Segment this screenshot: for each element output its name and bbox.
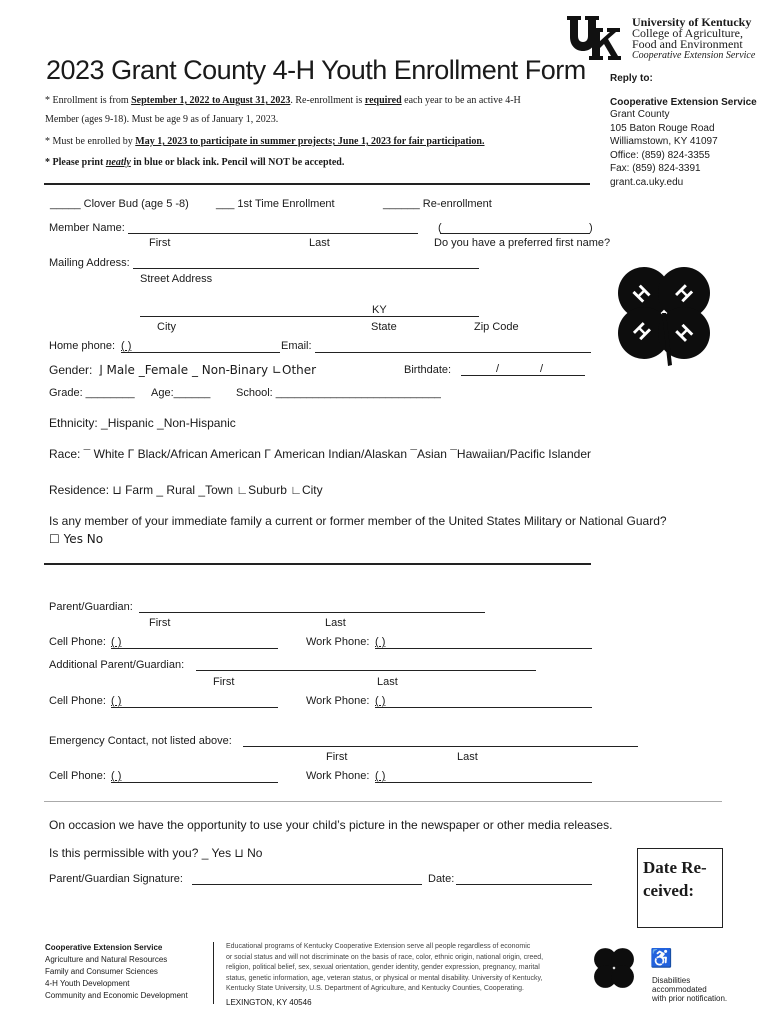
- zip-caption: Zip Code: [474, 321, 519, 333]
- footer-statement-line: Kentucky State University, U.S. Department of Agriculture, and Kentucky Counties, Cooperating.: [226, 985, 524, 992]
- footer-line: Agriculture and Natural Resources: [45, 955, 168, 964]
- member-first-caption: First: [149, 237, 171, 249]
- age-field[interactable]: Age:______: [151, 387, 211, 399]
- grade-field[interactable]: Grade: ________: [49, 387, 135, 399]
- four-h-clover-small: [588, 942, 640, 994]
- svg-text:H: H: [629, 281, 656, 308]
- additional-cell-field[interactable]: ( ): [111, 695, 122, 707]
- emergency-last-caption: Last: [457, 751, 478, 763]
- parent-cell-field[interactable]: ( ): [111, 636, 122, 648]
- email-label: Email:: [281, 340, 312, 352]
- footer-statement-line: status, genetic information, age, veteran status, or physical or mental disability. University of Kentucky,: [226, 974, 543, 982]
- disab-line: with prior notification.: [652, 994, 728, 1003]
- mailing-address-label: Mailing Address:: [49, 257, 130, 269]
- preferred-close-paren: ): [589, 222, 593, 234]
- city-caption: City: [157, 321, 176, 333]
- svg-text:H: H: [671, 320, 698, 347]
- footer-separator: [213, 942, 214, 1004]
- additional-cell-line[interactable]: [111, 707, 278, 708]
- member-name-label: Member Name:: [49, 222, 125, 234]
- clover-icon: [604, 253, 724, 373]
- state-caption: State: [371, 321, 397, 333]
- emergency-cell-line[interactable]: [111, 782, 278, 783]
- home-phone-line[interactable]: [121, 352, 280, 353]
- divider: [44, 183, 590, 185]
- footer-line: Community and Economic Development: [45, 991, 188, 1000]
- parent-first-caption: First: [149, 617, 171, 629]
- parent-work-label: Work Phone:: [306, 636, 370, 648]
- clover-bud-option[interactable]: _____ Clover Bud (age 5 -8): [50, 198, 189, 210]
- birthdate-slash-1: /: [496, 363, 500, 375]
- four-h-clover-logo: [604, 253, 724, 373]
- reply-line: Fax: (859) 824-3391: [610, 163, 701, 174]
- ethnicity-row[interactable]: Ethnicity: _Hispanic _Non-Hispanic: [49, 416, 236, 430]
- emergency-first-caption: First: [326, 751, 348, 763]
- preferred-name-caption: Do you have a preferred first name?: [434, 237, 611, 249]
- reply-line: Grant County: [610, 109, 670, 120]
- uk-name-line-1: University of Kentucky: [632, 15, 752, 29]
- emergency-cell-field[interactable]: ( ): [111, 770, 122, 782]
- emergency-name-line[interactable]: [243, 746, 638, 747]
- footer-programs: [45, 942, 188, 1002]
- reply-block: [610, 73, 757, 189]
- gender-label: Gender:: [49, 363, 93, 377]
- additional-work-line[interactable]: [375, 707, 592, 708]
- street-caption: Street Address: [140, 273, 213, 285]
- home-phone-field[interactable]: ( ): [121, 340, 132, 352]
- additional-first-caption: First: [213, 676, 235, 688]
- parent-work-line[interactable]: [375, 648, 592, 649]
- school-field[interactable]: School: ___________________________: [236, 387, 441, 399]
- home-phone-label: Home phone:: [49, 340, 116, 352]
- footer-line: Cooperative Extension Service: [45, 943, 163, 952]
- reply-org: Cooperative Extension Service: [610, 97, 757, 108]
- additional-parent-label: Additional Parent/Guardian:: [49, 659, 185, 671]
- additional-work-label: Work Phone:: [306, 695, 370, 707]
- uk-name-line-3: Food and Environment: [632, 37, 743, 51]
- military-options[interactable]: ☐ Yes No: [49, 532, 104, 546]
- media-permission[interactable]: Is this permissible with you? _ Yes ⊔ No: [49, 846, 263, 860]
- preferred-open-paren: (: [438, 222, 442, 234]
- sig-date-line[interactable]: [456, 884, 592, 885]
- additional-cell-label: Cell Phone:: [49, 695, 106, 707]
- additional-last-caption: Last: [377, 676, 398, 688]
- military-question: Is any member of your immediate family a current or former member of the United States Military or National Guard?: [49, 514, 667, 528]
- media-release-text: On occasion we have the opportunity to use your child’s picture in the newspaper or other media releases.: [49, 818, 613, 832]
- parent-label: Parent/Guardian:: [49, 601, 133, 613]
- parent-cell-line[interactable]: [111, 648, 278, 649]
- reenroll-option[interactable]: ______ Re-enrollment: [383, 198, 492, 210]
- birthdate-slash-2: /: [540, 363, 544, 375]
- additional-parent-line[interactable]: [196, 670, 536, 671]
- state-value: KY: [372, 304, 387, 316]
- divider: [44, 563, 591, 565]
- gender-options[interactable]: ⌋ Male _Female _ Non-Binary ∟Other: [98, 363, 317, 377]
- emergency-work-label: Work Phone:: [306, 770, 370, 782]
- member-last-caption: Last: [309, 237, 330, 249]
- note-enrollment-period: * Enrollment is from September 1, 2022 to August 31, 2023. Re-enrollment is required each year to be an active 4-H: [45, 95, 521, 106]
- svg-text:H: H: [628, 318, 655, 345]
- preferred-name-line[interactable]: [440, 233, 590, 234]
- emergency-work-line[interactable]: [375, 782, 592, 783]
- note-age: Member (ages 9-18). Must be age 9 as of January 1, 2023.: [45, 114, 279, 125]
- reply-line: Williamstown, KY 41097: [610, 136, 718, 147]
- race-row[interactable]: Race: ¯ White Γ Black/African American Γ American Indian/Alaskan ¯Asian ¯Hawaiian/Pacific Islander: [49, 447, 591, 461]
- parent-work-field[interactable]: ( ): [375, 636, 386, 648]
- parent-name-line[interactable]: [139, 612, 485, 613]
- birthdate-label: Birthdate:: [404, 364, 452, 376]
- first-time-option[interactable]: ___ 1st Time Enrollment: [216, 198, 335, 210]
- birthdate-line[interactable]: [461, 375, 585, 376]
- footer-statement: [226, 942, 543, 1008]
- member-name-line[interactable]: [128, 233, 418, 234]
- emergency-label: Emergency Contact, not listed above:: [49, 735, 232, 747]
- wheelchair-icon: ♿: [650, 948, 673, 968]
- svg-text:H: H: [670, 280, 697, 307]
- street-line[interactable]: [133, 268, 479, 269]
- city-state-zip-line[interactable]: [140, 316, 479, 317]
- footer-city: LEXINGTON, KY 40546: [226, 997, 312, 1007]
- signature-label: Parent/Guardian Signature:: [49, 873, 183, 885]
- parent-cell-label: Cell Phone:: [49, 636, 106, 648]
- emergency-work-field[interactable]: ( ): [375, 770, 386, 782]
- residence-row[interactable]: Residence: ⊔ Farm _ Rural _Town ∟Suburb ∟City: [49, 483, 323, 497]
- emergency-cell-label: Cell Phone:: [49, 770, 106, 782]
- clover-small-icon: [588, 942, 640, 994]
- sig-date-label: Date:: [428, 873, 455, 885]
- footer-line: Family and Consumer Sciences: [45, 967, 158, 976]
- disab-line: accommodated: [652, 985, 707, 994]
- footer-line: 4-H Youth Development: [45, 979, 130, 988]
- signature-line[interactable]: [192, 884, 422, 885]
- reply-line: Office: (859) 824-3355: [610, 149, 710, 161]
- uk-name: [632, 17, 755, 61]
- parent-last-caption: Last: [325, 617, 346, 629]
- disabilities-note: [652, 976, 727, 1003]
- footer-statement-line: or social status and will not discriminate on the basis of race, color, ethnic origin, national origin, creed,: [226, 953, 544, 961]
- note-ink: * Please print neatly in blue or black ink. Pencil will NOT be accepted.: [45, 157, 345, 168]
- footer-statement-line: religion, political belief, sex, sexual orientation, gender identity, gender expression, pregnancy, marital: [226, 964, 540, 971]
- note-deadline: * Must be enrolled by May 1, 2023 to participate in summer projects; June 1, 2023 for fair participation.: [45, 136, 485, 147]
- uk-name-line-2: College of Agriculture,: [632, 26, 743, 40]
- footer-statement-line: Educational programs of Kentucky Cooperative Extension serve all people regardless of economic: [226, 943, 531, 950]
- reply-line: 105 Baton Rouge Road: [610, 122, 715, 134]
- page-title: 2023 Grant County 4-H Youth Enrollment Form: [46, 55, 586, 85]
- email-line[interactable]: [315, 352, 591, 353]
- additional-work-field[interactable]: ( ): [375, 695, 386, 707]
- reply-label: Reply to:: [610, 73, 653, 84]
- disab-line: Disabilities: [652, 976, 691, 985]
- divider: [44, 801, 722, 802]
- date-received-label: Date Re- ceived:: [643, 858, 707, 900]
- reply-line: grant.ca.uky.edu: [610, 176, 684, 188]
- uk-name-line-4: Cooperative Extension Service: [632, 50, 756, 61]
